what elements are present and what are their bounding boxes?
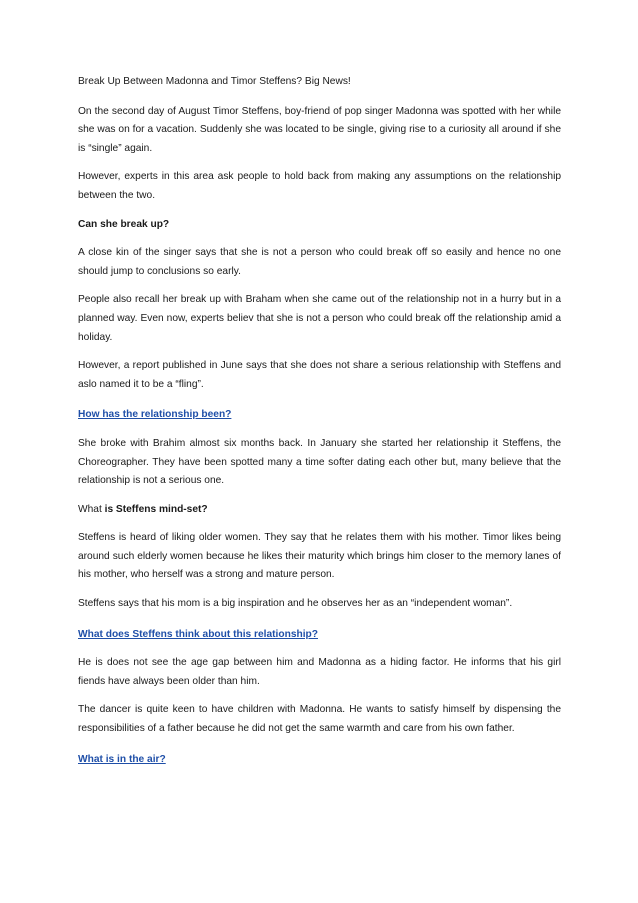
heading-air-wrap: [78, 749, 561, 770]
heading-relationship-wrap: [78, 404, 561, 425]
heading-mindset-bold: is Steffens mind-set?: [104, 503, 208, 515]
paragraph-5: However, a report published in June says that she does not share a serious relationship with Steffens and aslo named it to be a “fling”.: [78, 360, 561, 390]
heading-link-relationship[interactable]: How has the relationship been?: [78, 409, 232, 421]
paragraph-6: She broke with Brahim almost six months back. In January she started her relationship it Steffens, the Choreographer. They have been spotted many a time softer dating each other but, many believe that the relationship is not a serious one.: [78, 437, 561, 487]
paragraph-8: Steffens says that his mom is a big inspiration and he observes her as an “independent woman”.: [78, 598, 513, 610]
paragraph-10: The dancer is quite keen to have children with Madonna. He wants to satisfy himself by dispensing the responsibilities of a father because he did not get the same warmth and care from his own father.: [78, 704, 561, 735]
heading-link-air[interactable]: What is in the air?: [78, 753, 166, 765]
paragraph-3: A close kin of the singer says that she is not a person who could break off so easily and hence no one should jump to conclusions so early.: [78, 247, 561, 277]
heading-can-she-break-up: Can she break up?: [78, 218, 170, 230]
document-page: [78, 73, 561, 779]
heading-mindset: [78, 501, 561, 520]
document-title: Break Up Between Madonna and Timor Steffens? Big News!: [78, 76, 351, 87]
paragraph-2: However, experts in this area ask people to hold back from making any assumptions on the relationship between the two.: [78, 171, 561, 201]
heading-think-wrap: [78, 624, 561, 645]
paragraph-4: People also recall her break up with Braham when she came out of the relationship not in a hurry but in a planned way. Even now, experts believ that she is not a person who could break off the relationship amid a holiday.: [78, 294, 561, 343]
heading-link-think[interactable]: What does Steffens think about this relationship?: [78, 628, 318, 640]
paragraph-1: On the second day of August Timor Steffens, boy-friend of pop singer Madonna was spotted with her while she was on for a vacation. Suddenly she was located to be single, giving rise to a curiosity all around if she is “single” again.: [78, 105, 561, 154]
paragraph-7: Steffens is heard of liking older women. They say that he relates them with his mother. Timor likes being around such elderly women because he likes their maturity which brings him closer to the memory lanes of his mother, who herself was a strong and mature person.: [78, 532, 561, 581]
paragraph-9: He is does not see the age gap between him and Madonna as a hiding factor. He informs that his girl fiends have always been older than him.: [78, 657, 561, 687]
heading-mindset-prefix: What: [78, 503, 105, 515]
